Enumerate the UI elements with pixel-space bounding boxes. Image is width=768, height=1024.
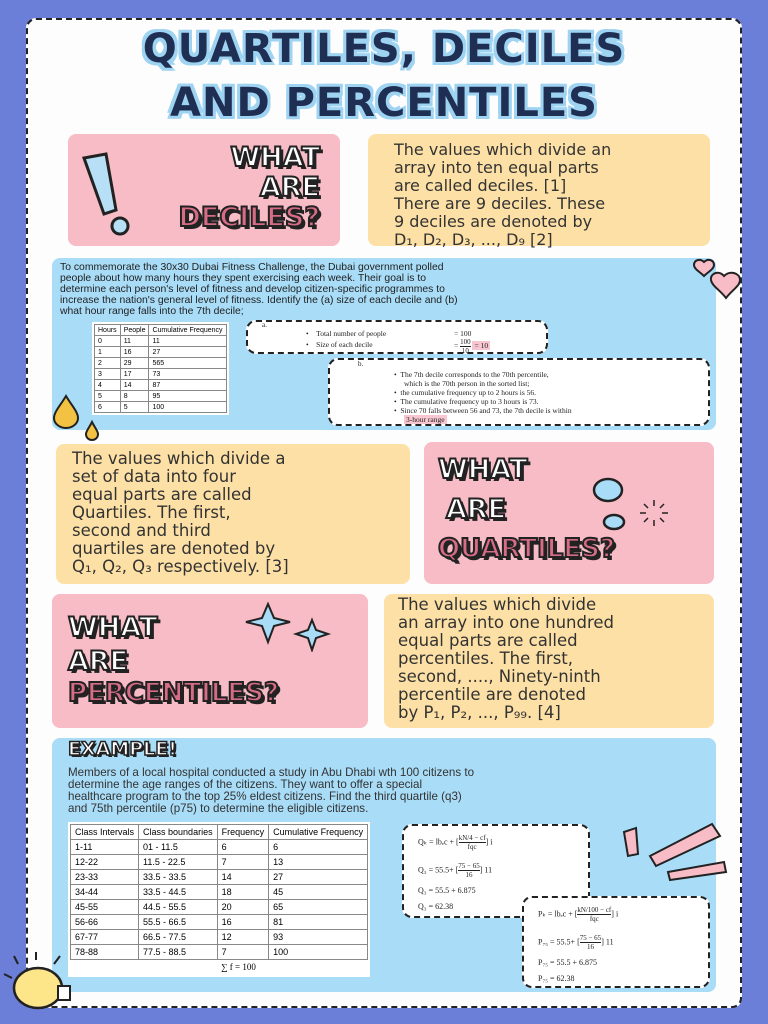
quartiles-definition-box (56, 444, 410, 584)
table-cell: 66.5 - 77.5 (139, 930, 218, 945)
quartiles-desc-line: Quartiles. The first, (72, 503, 231, 522)
table-cell: 14 (120, 380, 149, 391)
table-header: Cumulative Frequency (149, 325, 226, 336)
p-f2-num: 75 − 65 (579, 934, 602, 942)
table-cell: 11 (120, 336, 149, 347)
table-cell: 0 (95, 336, 121, 347)
table-row (71, 945, 368, 960)
lightbulb-icon (0, 952, 80, 1018)
quartiles-term: QUARTILES? (438, 534, 615, 564)
table-cell: 6 (95, 402, 121, 413)
percentiles-question-box (52, 594, 368, 728)
table-cell: 13 (269, 855, 368, 870)
part-b-line (394, 415, 572, 424)
drop-icon (52, 392, 104, 442)
table-cell: 77.5 - 88.5 (139, 945, 218, 960)
decile-table-wrap (92, 322, 229, 415)
q-formula-2: Q₃ = 55.5+ [ $\frac{75 - 65}{16}$ ] 11 (418, 862, 493, 879)
table-row (95, 358, 227, 369)
q-f2-lhs: Q₃ = 55.5+ (418, 865, 454, 875)
table-cell: 23-33 (71, 870, 139, 885)
table-cell: 4 (95, 380, 121, 391)
percentiles-desc-line: percentiles. The first, (398, 649, 574, 668)
percentile-formula-box (522, 896, 710, 988)
percentiles-term: PERCENTILES? (68, 678, 279, 708)
p-f1-i: i (615, 909, 619, 919)
quartiles-desc-line: equal parts are called (72, 485, 252, 504)
deciles-desc-line: The values which divide an (394, 140, 612, 159)
quartiles-desc-line: second and third (72, 521, 211, 540)
table-cell: 78-88 (71, 945, 139, 960)
table-cell: 100 (269, 945, 368, 960)
table-cell: 18 (217, 885, 269, 900)
p-formula-4: P₇₅ = 62.38 (538, 974, 575, 983)
table-cell: 45-55 (71, 900, 139, 915)
table-cell: 56-66 (71, 915, 139, 930)
part-a-line-2: • Size of each decile (306, 340, 373, 349)
q-f2-i: 11 (484, 865, 493, 875)
sparkle-icon (640, 500, 668, 526)
p-f1-den: fqc (589, 915, 599, 923)
decile-table (94, 324, 227, 413)
q-f1-num: kN/4 − cf (458, 834, 486, 842)
table-cell: 81 (269, 915, 368, 930)
part-a-den: 10 (461, 347, 469, 355)
table-row (71, 870, 368, 885)
problem-line: people about how many hours they spent exercising each week. Their goal is to (60, 273, 427, 284)
percentiles-definition-box (384, 594, 714, 728)
table-row (71, 915, 368, 930)
q-f2-frac (458, 862, 479, 879)
table-cell: 7 (217, 945, 269, 960)
deciles-definition-box (368, 134, 710, 249)
table-header: Hours (95, 325, 121, 336)
table-cell: 27 (269, 870, 368, 885)
p-f2-den: 16 (586, 943, 594, 951)
table-header: Class boundaries (139, 825, 218, 840)
deciles-desc-line: 9 deciles are denoted by (394, 212, 593, 231)
q-formula-1: Qₖ = lbₑc + [ $\frac{kN/4 - cf}{\text{fqc}}$ ] i (418, 834, 493, 851)
example-sum: ∑ f = 100 (221, 962, 256, 973)
table-cell: 27 (149, 347, 226, 358)
table-cell: 1 (95, 347, 121, 358)
table-cell: 8 (120, 391, 149, 402)
q-formula-4: Q₃ = 62.38 (418, 902, 454, 911)
table-row (71, 930, 368, 945)
percentiles-desc-line: The values which divide (398, 595, 597, 614)
table-cell: 65 (269, 900, 368, 915)
q-f1-frac (459, 834, 486, 851)
part-b-line-text: Since 70 falls between 56 and 73, the 7th decile is within (400, 406, 572, 415)
table-row (95, 369, 227, 380)
quartiles-what: WHAT (438, 454, 528, 485)
table-row (95, 391, 227, 402)
percentiles-are: ARE (68, 646, 129, 677)
percentiles-definition (398, 596, 614, 722)
example-heading: EXAMPLE! (68, 738, 177, 760)
table-cell: 16 (217, 915, 269, 930)
table-cell: 2 (95, 358, 121, 369)
decile-example-problem (60, 262, 710, 317)
table-header: Frequency (217, 825, 269, 840)
decile-example-box (52, 258, 716, 430)
title-line-2: AND PERCENTILES (170, 80, 598, 126)
deciles-are: ARE (259, 172, 320, 203)
table-cell: 33.5 - 44.5 (139, 885, 218, 900)
percentiles-desc-line: by P₁, P₂, ..., P₉₉. [4] (398, 703, 561, 722)
part-a-eq: = (454, 341, 459, 351)
part-a-l2: Size of each decile (316, 340, 373, 349)
title-line-1: QUARTILES, DECILES (142, 26, 626, 72)
table-cell: 11 (149, 336, 226, 347)
quartiles-desc-line: quartiles are denoted by (72, 539, 276, 558)
table-cell: 565 (149, 358, 226, 369)
part-b-line: • Since 70 falls between 56 and 73, the 7th decile is within (394, 406, 572, 415)
p-f1-num: kN/100 − cf (577, 906, 612, 914)
deciles-term: DECILES? (178, 202, 320, 233)
deciles-desc-line: are called deciles. [1] (394, 176, 567, 195)
q-f1-lhs: Qₖ = lbₑc + (418, 837, 455, 847)
table-row (71, 840, 368, 855)
table-cell: 20 (217, 900, 269, 915)
part-b-line-text: the cumulative frequency up to 2 hours is 56. (400, 388, 536, 397)
table-cell: 14 (217, 870, 269, 885)
table-cell: 3 (95, 369, 121, 380)
table-cell: 33.5 - 33.5 (139, 870, 218, 885)
problem-line: To commemorate the 30x30 Dubai Fitness Challenge, the Dubai government polled (60, 262, 444, 273)
deciles-question-box (68, 134, 340, 246)
table-cell: 100 (149, 402, 226, 413)
table-cell: 95 (149, 391, 226, 402)
percentiles-desc-line: percentile are denoted (398, 685, 586, 704)
percentiles-what: WHAT (68, 612, 158, 643)
table-header: Cumulative Frequency (269, 825, 368, 840)
p-f2-i: 11 (605, 937, 614, 947)
problem-line: what hour range falls into the 7th decile; (60, 306, 244, 317)
table-cell: 34-44 (71, 885, 139, 900)
problem-line: determine each person's level of fitness and develop citizen-specific programmes to (60, 284, 445, 295)
q-f2-den: 16 (465, 871, 473, 879)
table-cell: 17 (120, 369, 149, 380)
quartiles-desc-line: Q₁, Q₂, Q₃ respectively. [3] (72, 557, 289, 576)
table-cell: 11.5 - 22.5 (139, 855, 218, 870)
part-b-line: • The cumulative frequency up to 3 hours is 73. (394, 397, 539, 406)
p-f2-frac (580, 934, 601, 951)
percentiles-desc-line: second, ...., Ninety-ninth (398, 667, 601, 686)
table-cell: 29 (120, 358, 149, 369)
table-row (95, 347, 227, 358)
table-cell: 01 - 11.5 (139, 840, 218, 855)
p-f1-frac (577, 906, 611, 923)
problem-line: increase the nation's general level of fitness. Identify the (a) size of each decile and (b) (60, 295, 458, 306)
p-f1-lhs: Pₖ = lbₑc + (538, 909, 573, 919)
part-b-highlight: 3-hour range (406, 415, 445, 424)
table-cell: 5 (95, 391, 121, 402)
table-cell: 45 (269, 885, 368, 900)
table-cell: 67-77 (71, 930, 139, 945)
table-row (71, 885, 368, 900)
p-formula-3: P₇₅ = 55.5 + 6.875 (538, 958, 598, 967)
bubble-icon (584, 474, 674, 536)
burst-icon (616, 820, 732, 882)
quartiles-definition (72, 450, 289, 576)
table-header: Class Intervals (71, 825, 139, 840)
part-b-line: • the cumulative frequency up to 2 hours is 56. (394, 388, 536, 397)
quartiles-desc-line: set of data into four (72, 467, 237, 486)
percentiles-desc-line: an array into one hundred (398, 613, 615, 632)
q-formula-3: Q₃ = 55.5 + 6.875 (418, 886, 476, 895)
q-f1-den: fqc (467, 843, 477, 851)
table-row (71, 855, 368, 870)
example-problem-line: healthcare program to the top 25% eldest citizens. Find the third quartile (q3) (68, 790, 462, 803)
table-cell: 6 (269, 840, 368, 855)
part-a-fraction (460, 338, 471, 355)
table-cell: 1-11 (71, 840, 139, 855)
table-row (95, 336, 227, 347)
part-a-num: 100 (460, 338, 471, 346)
q-f1-i: i (490, 837, 493, 847)
exclamation-icon (76, 152, 136, 236)
table-row (95, 402, 227, 413)
table-cell: 93 (269, 930, 368, 945)
table-cell: 73 (149, 369, 226, 380)
part-a-label: a. (262, 321, 267, 329)
part-a-l1: Total number of people (316, 329, 387, 338)
star-icon (228, 600, 338, 652)
part-a-result: = 10 (474, 341, 489, 351)
example-table (70, 824, 368, 975)
quartiles-are: ARE (446, 494, 507, 525)
table-header: People (120, 325, 149, 336)
part-a-line-1: • Total number of people (306, 329, 387, 338)
example-problem-line: Members of a local hospital conducted a study in Abu Dhabi wth 100 citizens to (68, 766, 475, 779)
table-row (71, 900, 368, 915)
example-problem-line: determine the age ranges of the citizens. They want to offer a special (68, 778, 423, 791)
example-problem-line: and 75th percentile (p75) to determine the eligible citizens. (68, 802, 369, 815)
table-cell: 5 (120, 402, 149, 413)
part-a-box (246, 320, 548, 354)
table-row (95, 380, 227, 391)
quartiles-desc-line: The values which divide a (72, 449, 286, 468)
table-cell: 87 (149, 380, 226, 391)
part-b-line: • The 7th decile corresponds to the 70th percentile, (394, 370, 549, 379)
deciles-what: WHAT (230, 142, 320, 173)
part-a-value-2 (454, 338, 490, 355)
part-b-box (328, 358, 710, 426)
quartiles-question-box (424, 442, 714, 584)
table-cell: 44.5 - 55.5 (139, 900, 218, 915)
part-b-line-text: The cumulative frequency up to 3 hours is 73. (400, 397, 539, 406)
part-b-line-text: The 7th decile corresponds to the 70th percentile, (400, 370, 549, 379)
deciles-desc-line: There are 9 deciles. These (394, 194, 606, 213)
p-formula-2: P₇₅ = 55.5+ [ $\frac{75 - 65}{16}$ ] 11 (538, 934, 614, 951)
p-f2-lhs: P₇₅ = 55.5+ (538, 937, 576, 947)
table-cell: 16 (120, 347, 149, 358)
table-cell: 12 (217, 930, 269, 945)
deciles-definition (394, 141, 611, 249)
part-b-line: which is the 70th person in the sorted list; (404, 379, 530, 388)
deciles-desc-line: array into ten equal parts (394, 158, 599, 177)
part-b-text (394, 370, 572, 424)
deciles-desc-line: D₁, D₂, D₃, ..., D₉ [2] (394, 230, 553, 249)
table-cell: 7 (217, 855, 269, 870)
q-f2-num: 75 − 65 (458, 862, 480, 870)
part-b-label: b. (358, 360, 364, 368)
example-table-wrap (68, 822, 370, 977)
part-a-value-1: = 100 (454, 329, 472, 338)
heart-icon (690, 258, 746, 304)
table-cell: 55.5 - 66.5 (139, 915, 218, 930)
example-problem (68, 767, 474, 815)
percentiles-desc-line: equal parts are called (398, 631, 578, 650)
table-cell: 12-22 (71, 855, 139, 870)
table-cell: 6 (217, 840, 269, 855)
p-formula-1: Pₖ = lbₑc + [ $\frac{kN/100 - cf}{\text{fqc}}$ ] i (538, 906, 619, 923)
